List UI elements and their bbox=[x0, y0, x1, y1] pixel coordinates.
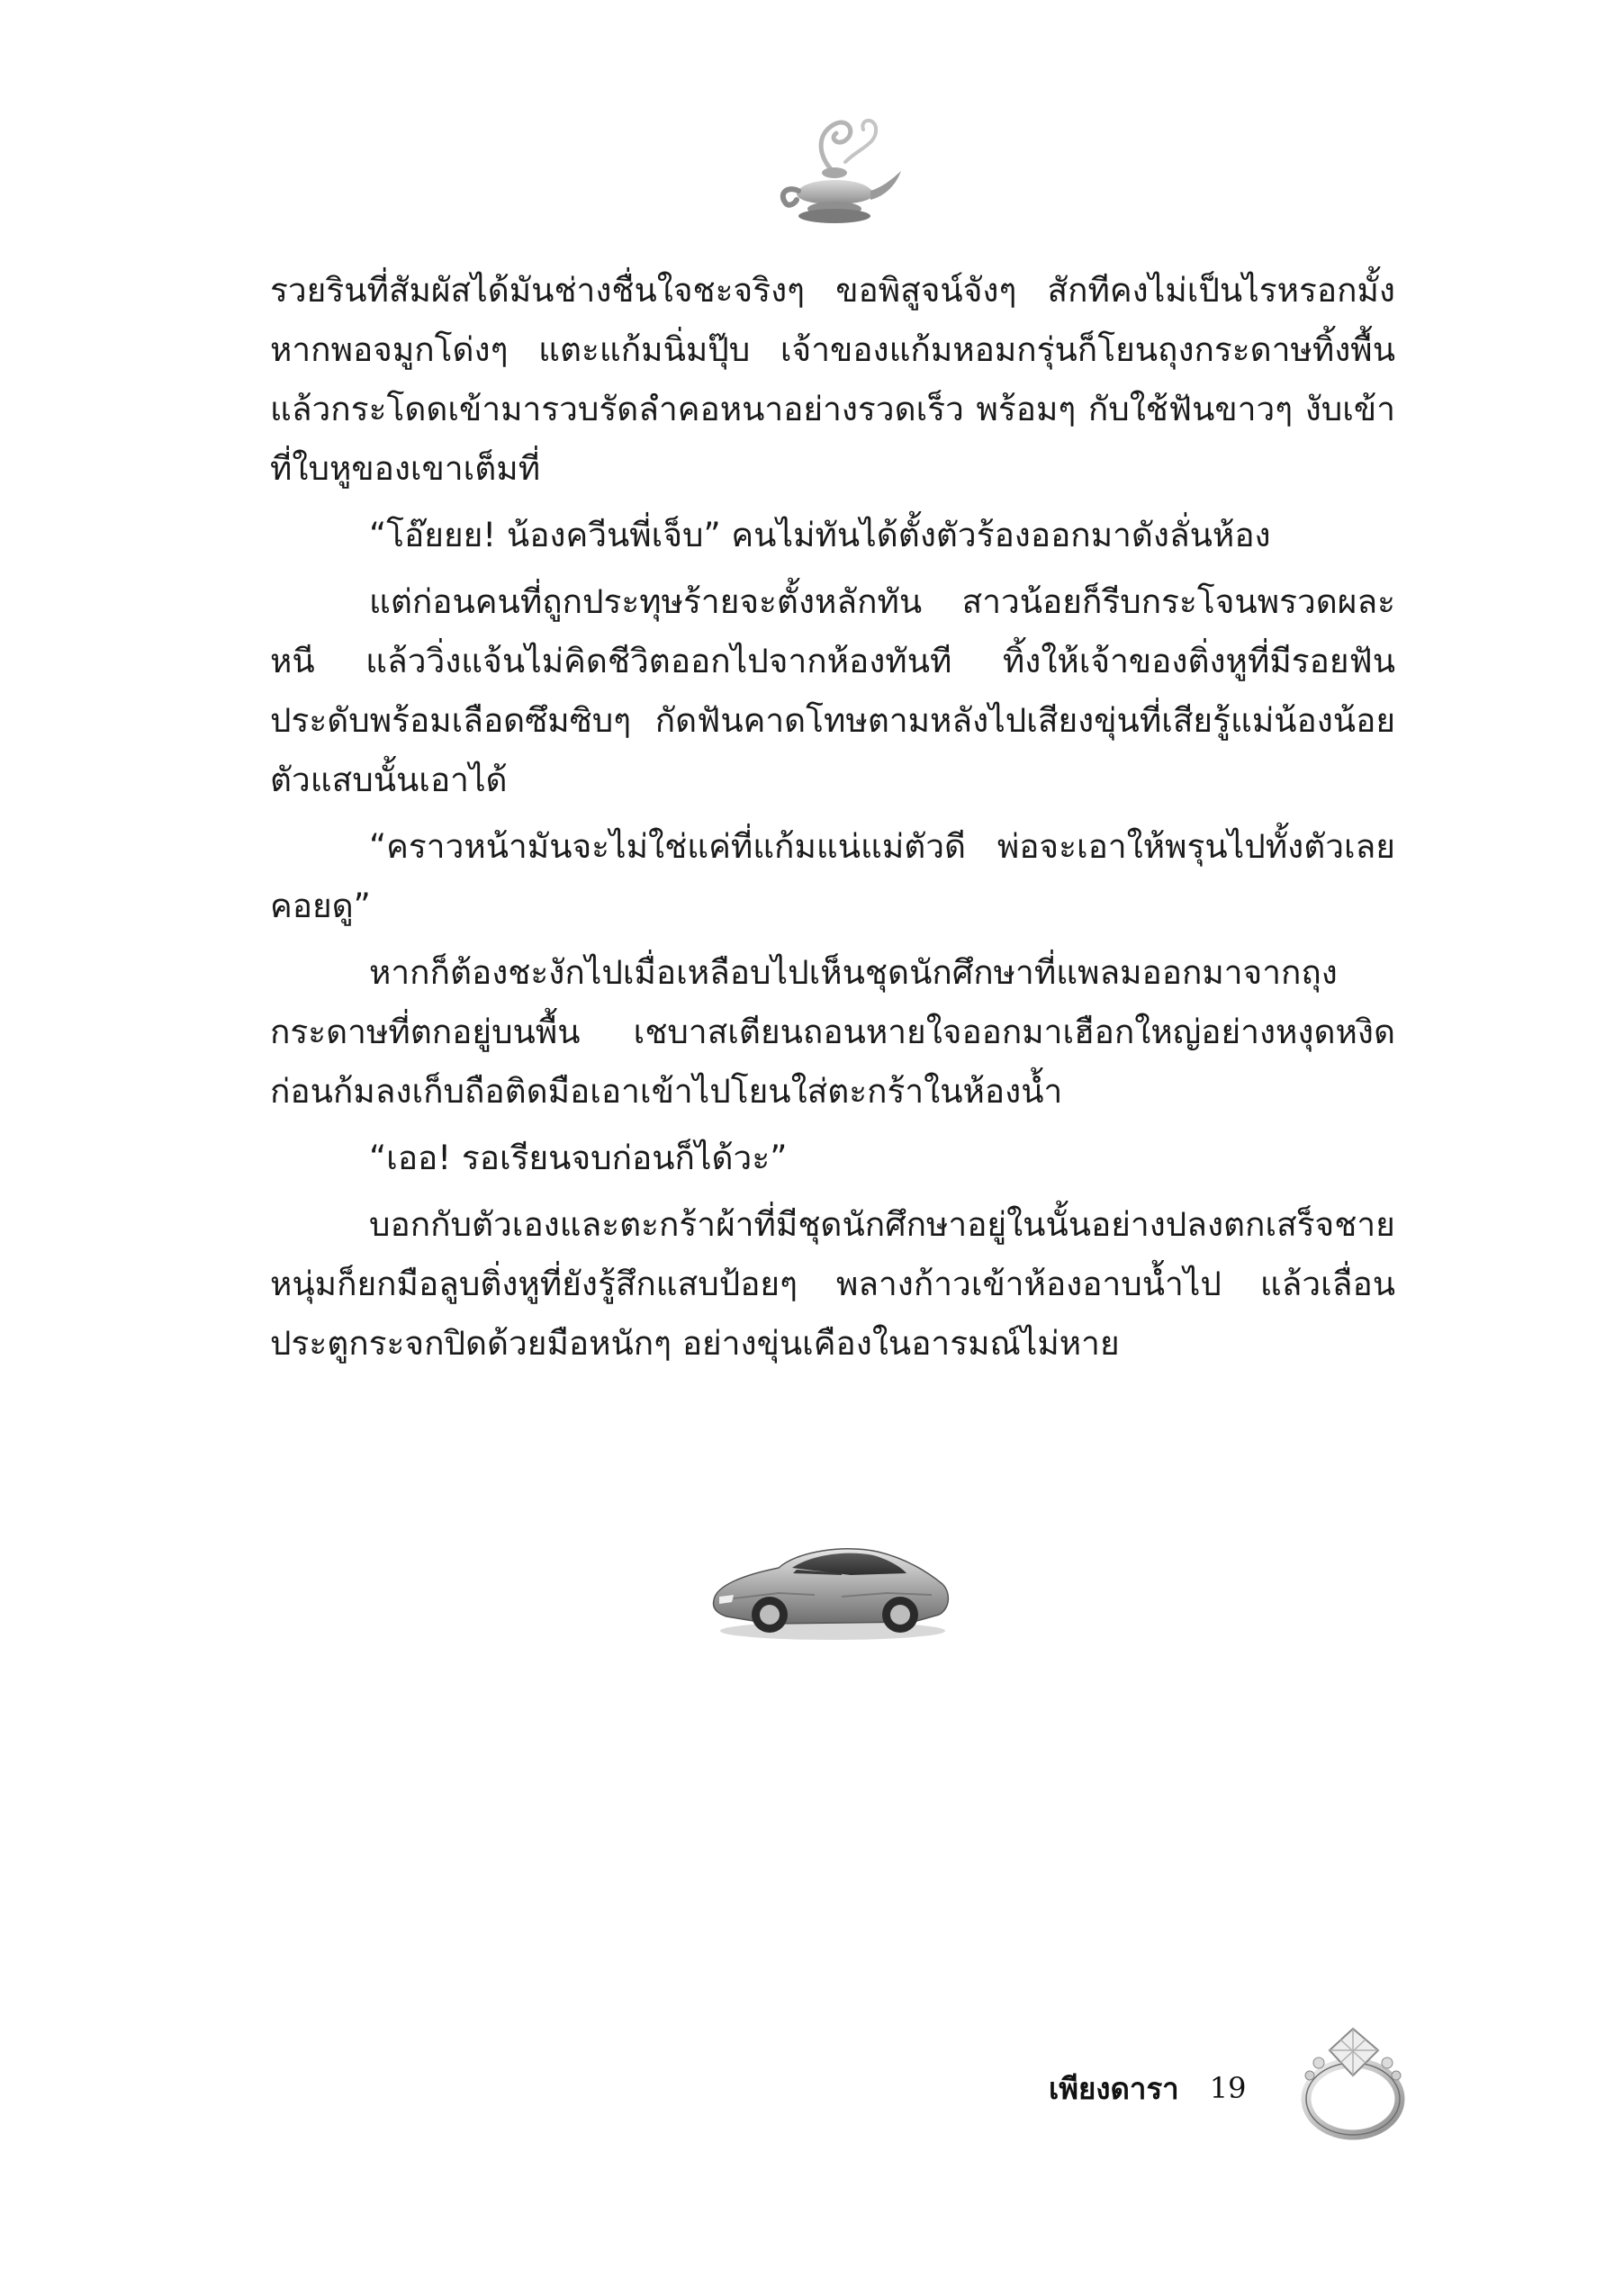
paragraph: บอกกับตัวเองและตะกร้าผ้าที่มีชุดนักศึกษาอยู่ในนั้นอย่างปลงตกเสร็จชายหนุ่มก็ยกมือลูบติ่งหูที่ยังรู้สึกแสบป้อยๆ พลางก้าวเข้าห้องอาบน้ำไป แล้วเลื่อนประตูกระจกปิดด้วยมือหนักๆ อย่างขุ่นเคืองในอารมณ์ไม่หาย bbox=[270, 1205, 1395, 1363]
car-image bbox=[707, 1521, 954, 1647]
paragraph: “โอ๊ยยย! น้องควีนพี่เจ็บ” คนไม่ทันได้ตั้งตัวร้องออกมาดังลั่นห้อง bbox=[369, 516, 1271, 554]
paragraph: “คราวหน้ามันจะไม่ใช่แค่ที่แก้มแน่แม่ตัวดี พ่อจะเอาให้พรุนไปทั้งตัวเลยคอยดู” bbox=[270, 827, 1395, 925]
diamond-ring-icon bbox=[1283, 2016, 1418, 2151]
magic-lamp-icon bbox=[770, 108, 905, 230]
paragraph: รวยรินที่สัมผัสได้มันช่างชื่นใจชะจริงๆ ขอพิสูจน์จังๆ สักทีคงไม่เป็นไรหรอกมั้ง หากพอจมูกโด่งๆ แตะแก้มนิ่มปุ๊บ เจ้าของแก้มหอมกรุ่นก็โยนถุงกระดาษทิ้งพื้น แล้วกระโดดเข้ามารวบรัดลำคอหนาอย่างรวดเร็ว พร้อมๆ กับใช้ฟันขาวๆ งับเข้าที่ใบหูของเขาเต็มที่ bbox=[270, 271, 1395, 488]
paragraph: แต่ก่อนคนที่ถูกประทุษร้ายจะตั้งหลักทัน สาวน้อยก็รีบกระโจนพรวดผละหนี แล้ววิ่งแจ้นไม่คิดชีวิตออกไปจากห้องทันที ทิ้งให้เจ้าของติ่งหูที่มีรอยฟันประดับพร้อมเลือดซึมซิบๆ กัดฟันคาดโทษตามหลังไปเสียงขุ่นที่เสียรู้แม่น้องน้อยตัวแสบนั้นเอาได้ bbox=[270, 582, 1395, 799]
paragraph: หากก็ต้องชะงักไปเมื่อเหลือบไปเห็นชุดนักศึกษาที่แพลมออกมาจากถุงกระดาษที่ตกอยู่บนพื้น เชบาสเตียนถอนหายใจออกมาเฮือกใหญ่อย่างหงุดหงิดก่อนก้มลงเก็บถือติดมือเอาเข้าไปโยนใส่ตะกร้าในห้องน้ำ bbox=[270, 953, 1395, 1111]
page-number: 19 bbox=[1209, 2071, 1247, 2105]
book-title: เพียงดารา bbox=[1049, 2070, 1179, 2106]
story-text bbox=[270, 261, 1395, 1373]
page-footer bbox=[1049, 2061, 1246, 2115]
paragraph: “เออ! รอเรียนจบก่อนก็ได้วะ” bbox=[369, 1139, 788, 1177]
